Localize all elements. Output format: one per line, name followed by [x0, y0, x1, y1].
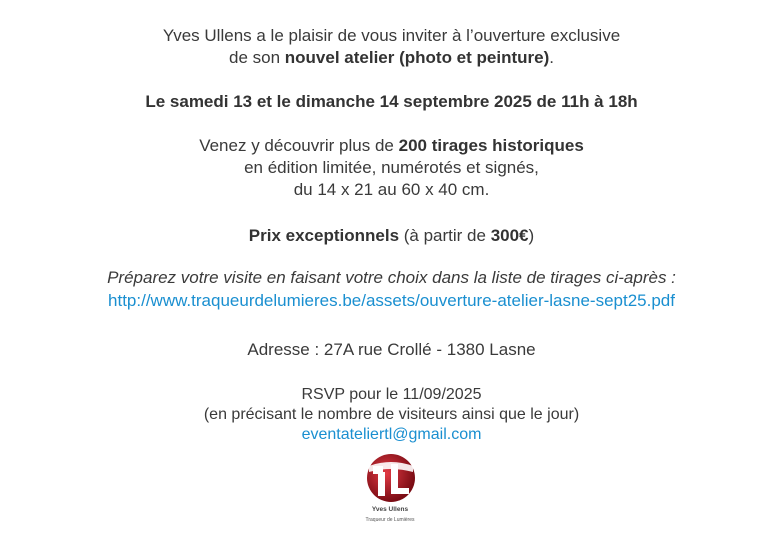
logo-tagline: Traqueur de Lumières [365, 517, 415, 523]
edition-text: en édition limitée, numérotés et signés, [244, 158, 539, 177]
logo-name: Yves Ullens [371, 506, 409, 513]
intro-text: Yves Ullens a le plaisir de vous inviter à l’ouverture exclusive [162, 26, 621, 45]
edition-line [0, 157, 783, 179]
sizes-text: du 14 x 21 au 60 x 40 cm. [293, 180, 490, 199]
rsvp-detail-text: (en précisant le nombre de visiteurs ainsi que le jour) [203, 406, 580, 423]
atelier-highlight: nouvel atelier (photo et peinture) [284, 48, 550, 67]
rsvp-line [0, 384, 783, 406]
prints-highlight: 200 tirages historiques [398, 136, 584, 155]
logo [361, 452, 421, 509]
price-highlight: Prix exceptionnels [248, 226, 400, 245]
email-line [0, 424, 783, 446]
address-text: Adresse : 27A rue Crollé - 1380 Lasne [247, 340, 536, 359]
price-suffix: ) [528, 226, 535, 245]
pdf-link-line [0, 290, 783, 312]
discover-line [0, 135, 783, 157]
address-line [0, 339, 783, 361]
event-dates [0, 91, 783, 113]
price-line [0, 225, 783, 247]
prepare-text: Préparez votre visite en faisant votre choix dans la liste de tirages ci-après : [107, 268, 676, 287]
price-amount: 300€ [490, 226, 529, 245]
intro-prefix: de son [229, 48, 285, 67]
rsvp-detail-line [0, 404, 783, 426]
intro-line-1 [0, 25, 783, 47]
intro-line-2 [0, 47, 783, 69]
event-dates-text: Le samedi 13 et le dimanche 14 septembre 2025 de 11h à 18h [145, 92, 638, 111]
tl-monogram-icon [361, 452, 421, 504]
rsvp-text: RSVP pour le 11/09/2025 [301, 386, 482, 403]
price-middle: (à partir de [399, 226, 491, 245]
prepare-line [0, 267, 783, 289]
email-link[interactable]: eventateliertl@gmail.com [301, 426, 482, 443]
discover-prefix: Venez y découvrir plus de [199, 136, 399, 155]
intro-suffix: . [549, 48, 554, 67]
sizes-line [0, 179, 783, 201]
pdf-link[interactable]: http://www.traqueurdelumieres.be/assets/ouverture-atelier-lasne-sept25.pdf [108, 291, 675, 310]
